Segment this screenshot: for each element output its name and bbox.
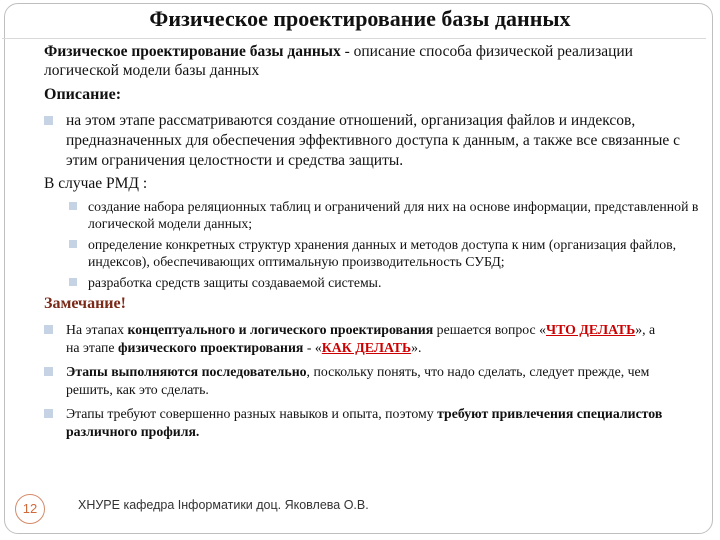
definition-text: - описание способа физической реализации логической модели базы данных xyxy=(44,43,633,79)
definition xyxy=(44,42,664,80)
list-item-text: разработка средств защиты создаваемой системы. xyxy=(88,275,382,290)
remark-text: - « xyxy=(303,340,322,355)
list-item-text: создание набора реляционных таблиц и ограничений для них на основе информации, представленной в логической модели данных; xyxy=(88,199,699,231)
list-item xyxy=(69,236,717,270)
remark-text: , поскольку понять, что надо сделать, следует прежде, чем решить, как это сделать. xyxy=(66,364,650,397)
remark-emphasis: концептуального и логического проектирования xyxy=(127,322,434,337)
list-item xyxy=(69,198,717,232)
list-item-text: определение конкретных структур хранения данных и методов доступа к ним (организация файлов, индексов), обеспечивающих оптимальную производительность СУБД; xyxy=(88,237,677,269)
remark-text: ». xyxy=(411,340,422,355)
remark-text: На этапах xyxy=(66,322,128,337)
title-divider xyxy=(2,38,706,39)
remark-text: Этапы требуют совершенно разных навыков и опыта, поэтому xyxy=(66,406,438,421)
description-heading: Описание: xyxy=(44,86,122,103)
remark-emphasis: Этапы выполняются последовательно xyxy=(66,364,307,379)
what-to-do-highlight: ЧТО ДЕЛАТЬ xyxy=(546,322,636,337)
description-bullet-text: на этом этапе рассматриваются создание отношений, организация файлов и индексов, предназначенных для обеспечения эффективного доступа к данным, а также все связанные с этим ограничения целостности и средства защиты. xyxy=(66,112,681,169)
page-title: Физическое проектирование базы данных xyxy=(149,6,571,31)
remark-emphasis: физического проектирования xyxy=(117,340,304,355)
remark-heading: Замечание! xyxy=(44,295,126,312)
page-number: 12 xyxy=(15,494,45,524)
square-bullet-icon xyxy=(69,240,77,248)
slide-content xyxy=(44,42,716,447)
how-to-do-highlight: КАК ДЕЛАТЬ xyxy=(321,340,412,355)
remark-text: решается вопрос « xyxy=(433,322,547,337)
rmd-heading: В случае РМД : xyxy=(44,175,148,192)
footer: ХНУРЕ кафедра Інформатики доц. Яковлева О.В. xyxy=(78,498,369,512)
remark-text: », а на этапе xyxy=(66,322,656,355)
square-bullet-icon xyxy=(44,367,53,376)
remark-item xyxy=(44,363,666,399)
definition-term: Физическое проектирование базы данных xyxy=(44,43,341,60)
rmd-list xyxy=(69,198,717,291)
remark-emphasis: требуют привлечения специалистов различного профиля. xyxy=(66,406,663,439)
remark-list xyxy=(44,321,666,441)
square-bullet-icon xyxy=(69,202,77,210)
square-bullet-icon xyxy=(44,325,53,334)
square-bullet-icon xyxy=(44,409,53,418)
remark-item xyxy=(44,405,666,441)
square-bullet-icon xyxy=(69,278,77,286)
remark-item xyxy=(44,321,666,357)
list-item xyxy=(69,274,717,291)
square-bullet-icon xyxy=(44,116,53,125)
description-bullet xyxy=(44,111,688,171)
